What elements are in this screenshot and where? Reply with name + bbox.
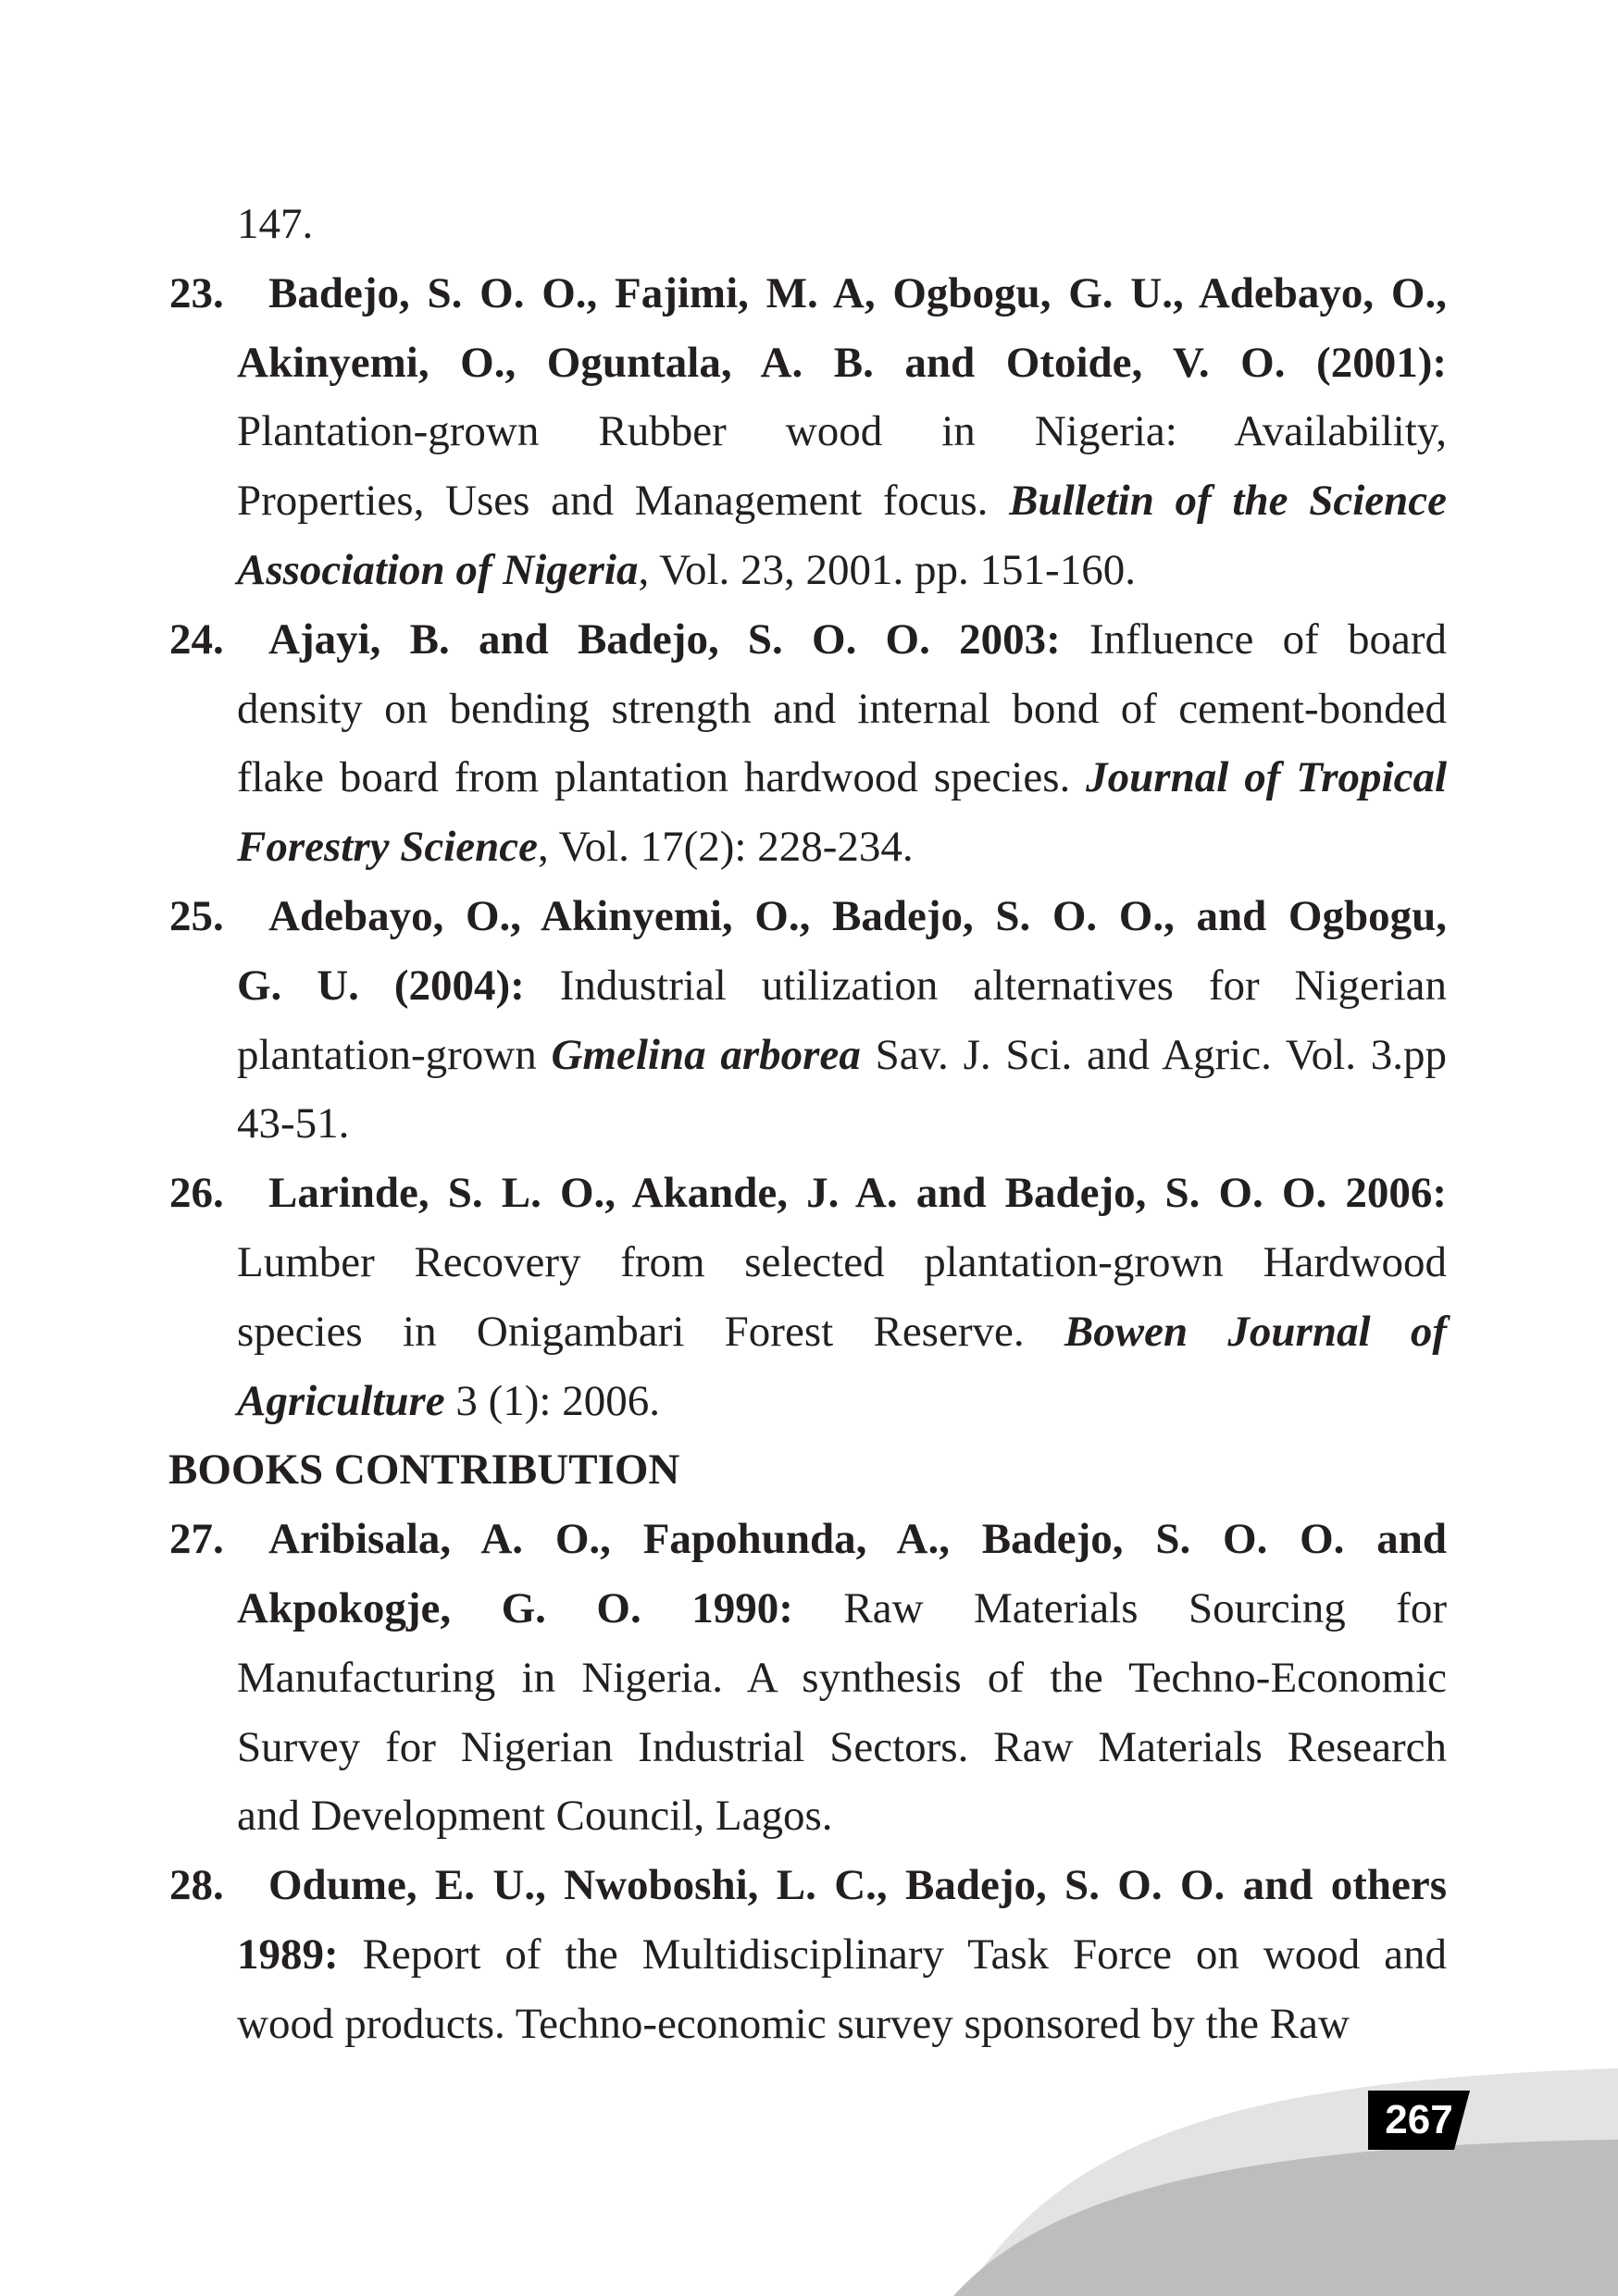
reference-line [169, 882, 1447, 951]
reference-line [169, 1851, 1447, 1920]
reference-item [169, 1159, 1447, 1435]
reference-text: Industrial utilization alternatives for Nigerian [524, 961, 1447, 1010]
reference-authors: Larinde, S. L. O., Akande, J. A. and Badejo, S. O. O. 2006: [268, 1169, 1447, 1218]
reference-text: flake board from plantation hardwood species. [237, 753, 1087, 802]
reference-line [169, 1644, 1447, 1713]
reference-line [169, 951, 1447, 1021]
reference-number: 23. [169, 268, 224, 317]
reference-authors: 1989: [237, 1930, 339, 1979]
reference-journal-title: Bowen Journal of [1064, 1307, 1447, 1356]
reference-line [169, 466, 1447, 536]
reference-line [169, 1920, 1447, 1990]
reference-text: Survey for Nigerian Industrial Sectors. Raw Materials Research [237, 1722, 1447, 1771]
reference-line [169, 259, 1447, 329]
reference-text: 43-51. [237, 1099, 350, 1148]
reference-text: plantation-grown [237, 1030, 552, 1079]
reference-text: Plantation-grown Rubber wood in Nigeria: Availability, [237, 407, 1447, 456]
page-number: 267 [1385, 2097, 1453, 2142]
reference-line [169, 1574, 1447, 1644]
reference-line [169, 743, 1447, 813]
reference-authors: Badejo, S. O. O., Fajimi, M. A, Ogbogu, G. U., Adebayo, O., [268, 268, 1447, 317]
reference-line [169, 1297, 1447, 1367]
references [169, 190, 1447, 2059]
reference-text: Influence of board [1060, 614, 1448, 664]
reference-text: , Vol. 23, 2001. pp. 151-160. [638, 545, 1136, 594]
section-heading: BOOKS CONTRIBUTION [168, 1446, 680, 1495]
reference-line [169, 1713, 1447, 1782]
reference-line [169, 536, 1447, 605]
reference-authors: Odume, E. U., Nwoboshi, L. C., Badejo, S. O. O. and others [268, 1861, 1447, 1910]
reference-journal-title: Forestry Science [237, 823, 539, 872]
reference-text: wood products. Techno-economic survey sponsored by the Raw [237, 1999, 1350, 2048]
reference-line [169, 1990, 1447, 2059]
reference-text: Lumber Recovery from selected plantation-grown Hardwood [237, 1237, 1447, 1286]
reference-text: species in Onigambari Forest Reserve. [237, 1307, 1064, 1356]
lead-fragment: 147. [237, 200, 314, 248]
reference-line [169, 1505, 1447, 1574]
reference-number: 26. [169, 1169, 224, 1218]
reference-text: Manufacturing in Nigeria. A synthesis of the Techno-Economic [237, 1653, 1447, 1702]
reference-number: 27. [169, 1515, 224, 1564]
reference-line [169, 1089, 1447, 1159]
reference-line [169, 1781, 1447, 1851]
reference-line [169, 675, 1447, 744]
reference-line [169, 1021, 1447, 1090]
reference-text: Report of the Multidisciplinary Task Force on wood and [338, 1930, 1447, 1979]
reference-journal-title: Association of Nigeria [237, 545, 639, 594]
reference-authors: Adebayo, O., Akinyemi, O., Badejo, S. O. O., and Ogbogu, [268, 891, 1447, 940]
reference-number: 25. [169, 891, 224, 940]
reference-item [169, 882, 1447, 1159]
reference-text: density on bending strength and internal bond of cement-bonded [237, 684, 1447, 733]
reference-line [169, 1367, 1447, 1436]
reference-authors: Akinyemi, O., Oguntala, A. B. and Otoide, V. O. (2001): [237, 338, 1447, 387]
reference-line [169, 813, 1447, 882]
reference-text: 3 (1): 2006. [444, 1376, 660, 1425]
reference-journal-title: Agriculture [237, 1376, 445, 1425]
reference-text: Raw Materials Sourcing for [792, 1583, 1448, 1632]
reference-authors: Aribisala, A. O., Fapohunda, A., Badejo, S. O. O. and [268, 1515, 1447, 1564]
reference-number: 24. [169, 614, 224, 664]
reference-journal-title: Journal of Tropical [1086, 753, 1448, 802]
reference-authors: G. U. (2004): [237, 961, 525, 1010]
reference-item [169, 259, 1447, 605]
reference-journal-title: Bulletin of the Science [1009, 477, 1447, 526]
reference-line [169, 605, 1447, 675]
reference-line [169, 329, 1447, 398]
reference-item [169, 1505, 1447, 1851]
reference-journal-title: Gmelina arborea [551, 1030, 861, 1079]
reference-text: , Vol. 17(2): 228-234. [538, 823, 914, 872]
reference-number: 28. [169, 1861, 224, 1910]
reference-authors: Akpokogje, G. O. 1990: [237, 1583, 793, 1632]
reference-item [169, 1851, 1447, 2058]
reference-line [169, 1159, 1447, 1228]
reference-item [169, 605, 1447, 882]
reference-text: and Development Council, Lagos. [237, 1792, 833, 1841]
reference-authors: Ajayi, B. and Badejo, S. O. O. 2003: [268, 614, 1061, 664]
reference-text: Properties, Uses and Management focus. [237, 477, 1010, 526]
reference-line [169, 397, 1447, 466]
reference-line [169, 1228, 1447, 1297]
reference-text: Sav. J. Sci. and Agric. Vol. 3.pp [860, 1030, 1447, 1079]
